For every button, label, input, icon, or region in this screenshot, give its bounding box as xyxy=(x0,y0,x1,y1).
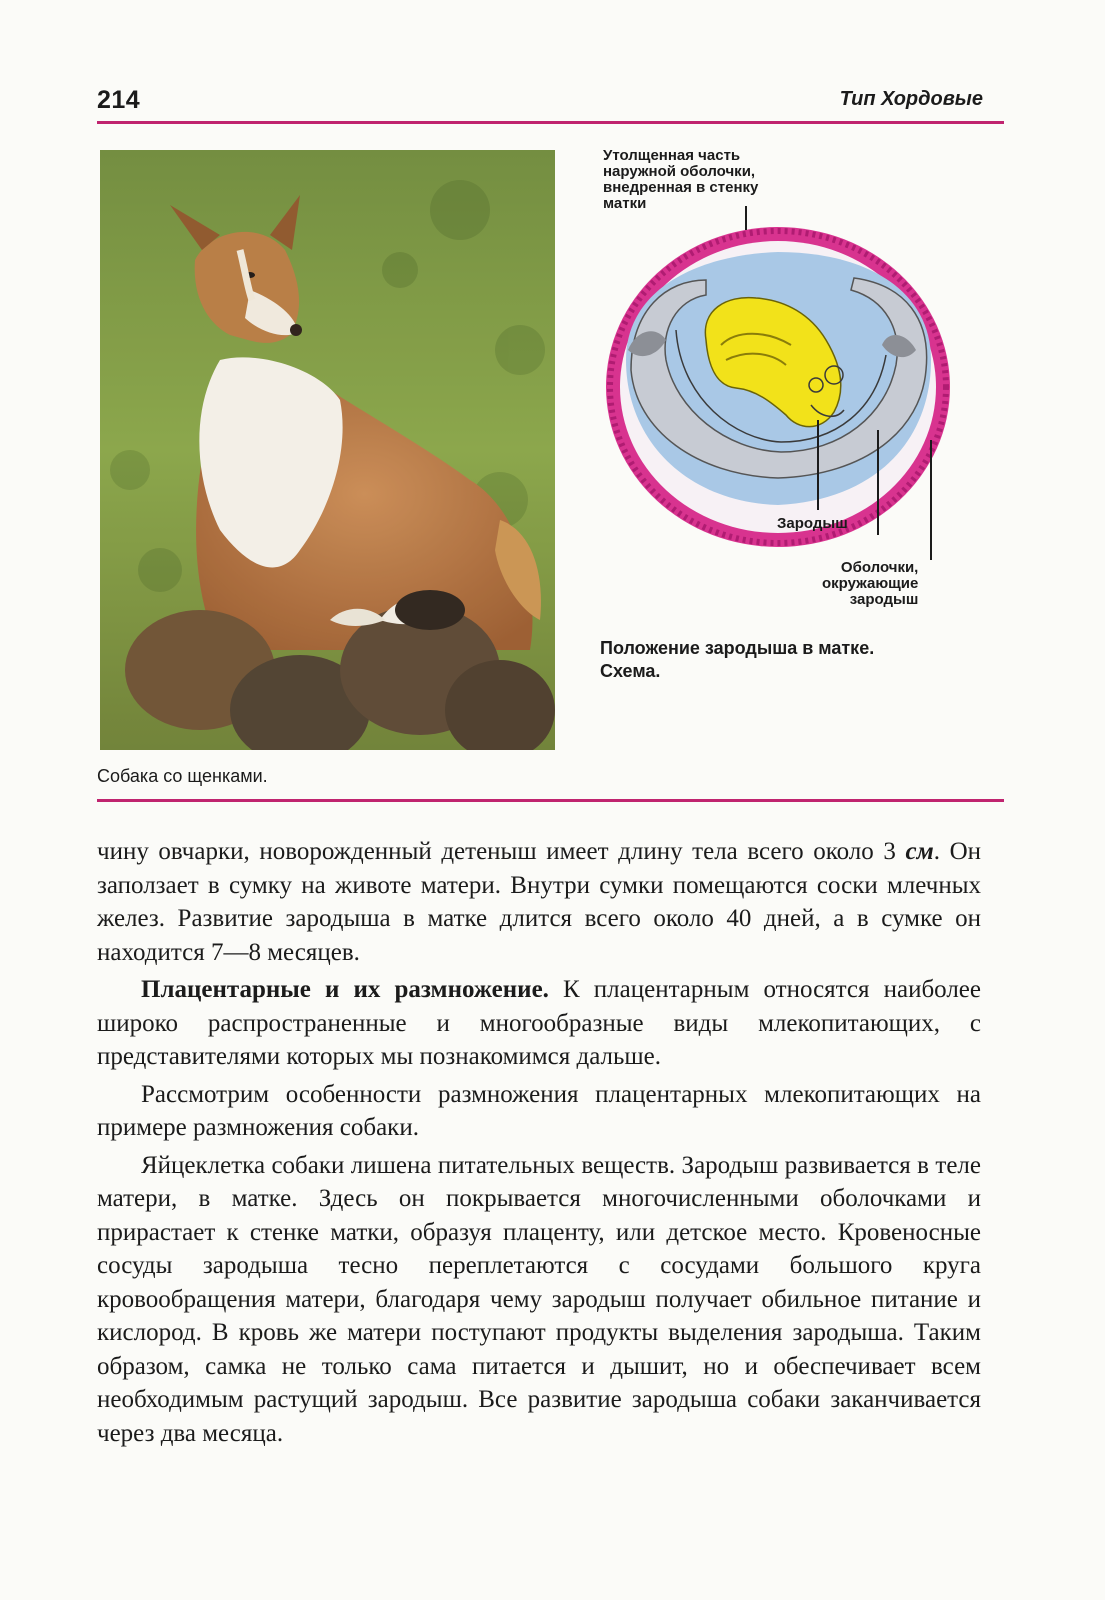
section-heading: Плацентарные и их размножение. xyxy=(141,976,549,1003)
dog-with-puppies-photo xyxy=(100,150,555,750)
embryo-uterus-diagram xyxy=(586,140,986,630)
figure-rule xyxy=(97,799,1004,802)
paragraph-3: Рассмотрим особенности размножения плацентарных млекопитающих на примере размножения собаки. xyxy=(97,1080,981,1141)
diagram-label-thickened-membrane: Утолщенная часть наружной оболочки, внедренная в стенку матки xyxy=(603,147,759,212)
running-title: Тип Хордовые xyxy=(839,88,983,110)
photo-caption: Собака со щенками. xyxy=(97,766,268,786)
paragraph-1: чину овчарки, новорожденный детеныш имеет длину тела всего около 3 см. Он заползает в сумку на животе матери. Внутри сумки помещаются соски млечных желез. Развитие зародыша в матке длится всего около 40 дней, а в сумке он находится 7—8 месяцев. xyxy=(97,838,982,966)
diagram-label-membranes: Оболочки, окружающие зародыш xyxy=(822,559,919,608)
paragraph-2: Плацентарные и их размножение. К плацентарным относятся наиболее широко распространенные и многообразные виды млекопитающих, с представителями которых мы познакомимся дальше. xyxy=(97,976,982,1070)
paragraph-4: Яйцеклетка собаки лишена питательных веществ. Зародыш развивается в теле матери, в матке. Здесь он покрывается многочисленными оболочками и прирастает к стенке матки, образуя плаценту, или детское место. Кровеносные сосуды зародыша тесно переплетаются с сосудами большого круга кровообращения матери, благодаря чему зародыш получает обильное питание и кислород. В кровь же матери поступают продукты выделения зародыша. Таким образом, самка не только сама питается и дышит, но и обеспечивает всем необходимым растущий зародыш. Все развитие зародыша собаки заканчивается через два месяца. xyxy=(97,1151,981,1447)
header-rule xyxy=(97,121,1004,124)
diagram-caption: Положение зародыша в матке. Схема. xyxy=(600,638,875,681)
diagram-label-embryo: Зародыш xyxy=(777,515,848,532)
page-number: 214 xyxy=(97,86,141,114)
body-text xyxy=(97,835,981,1454)
